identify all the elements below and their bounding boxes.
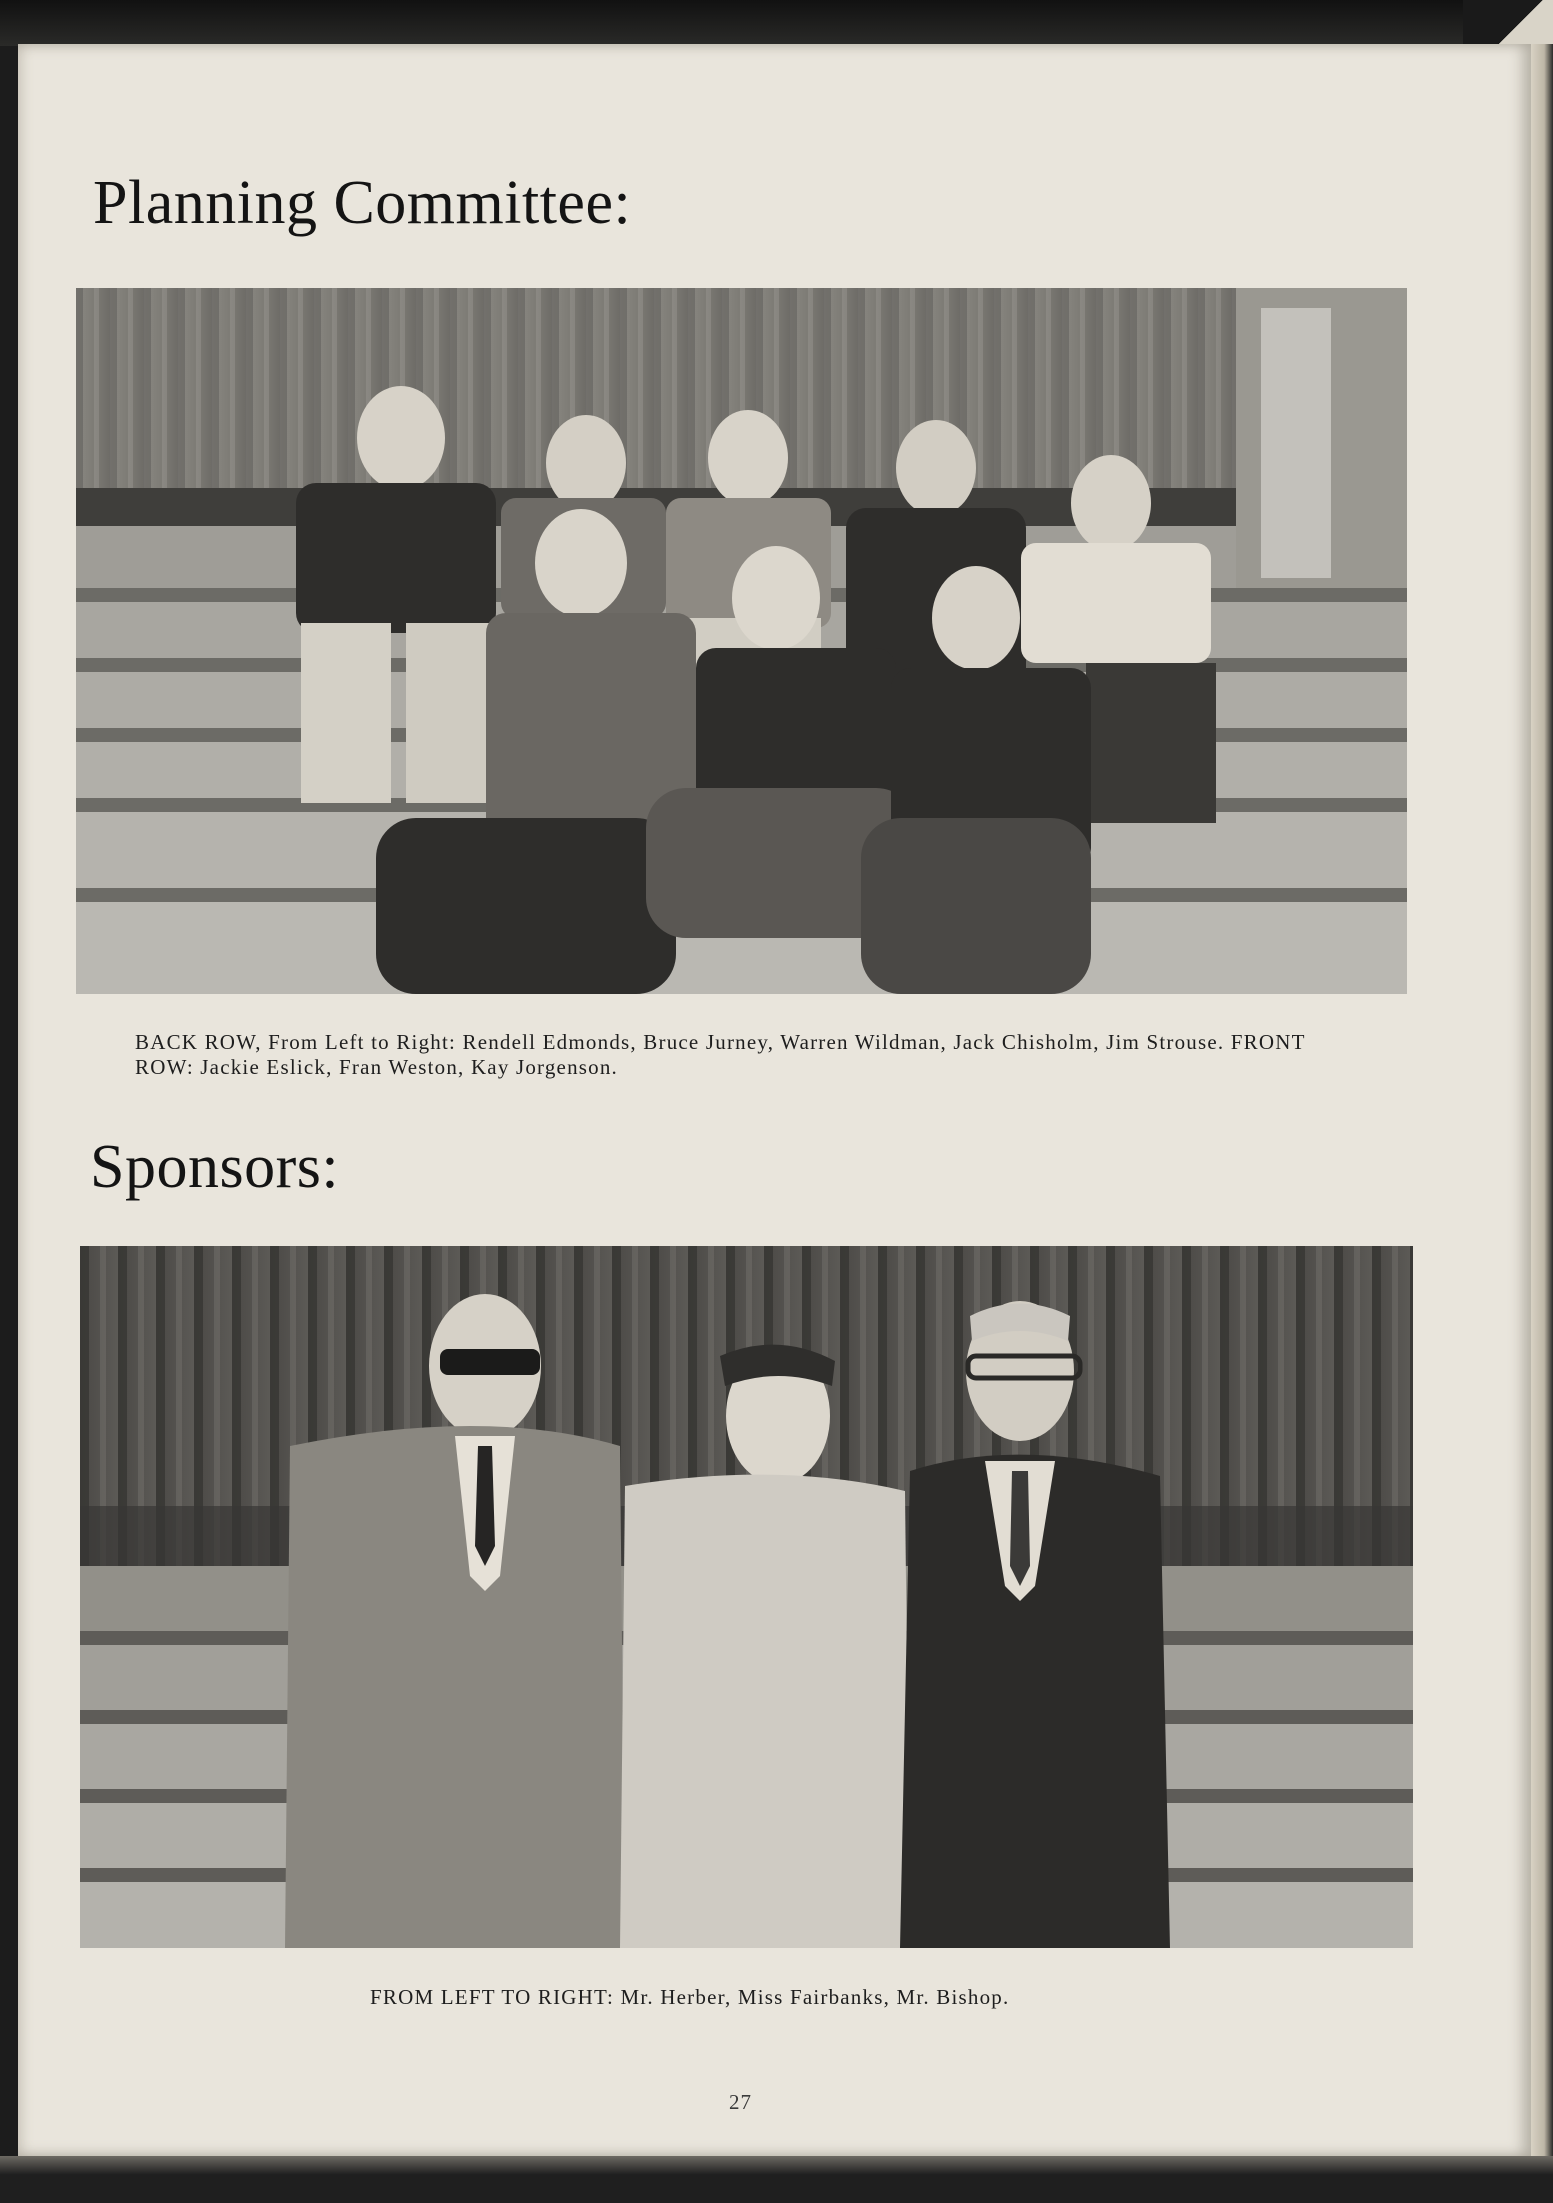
scan-border-top [0,0,1553,46]
planning-committee-photo [76,288,1407,994]
planning-committee-caption: BACK ROW, From Left to Right: Rendell Edmonds, Bruce Jurney, Warren Wildman, Jack Chisholm, Jim Strouse. FRONT ROW: Jackie Eslick, Fran Weston, Kay Jorgenson. [135,1030,1306,1079]
sponsors-photo [80,1246,1413,1948]
section-heading-planning-committee: Planning Committee: [93,169,632,237]
sponsors-caption: FROM LEFT TO RIGHT: Mr. Herber, Miss Fairbanks, Mr. Bishop. [370,1985,1010,2009]
page-edge [1531,44,1553,2156]
page-number: 27 [729,2090,752,2114]
section-heading-sponsors: Sponsors: [90,1133,340,1201]
scan-border-bottom [0,2156,1553,2203]
